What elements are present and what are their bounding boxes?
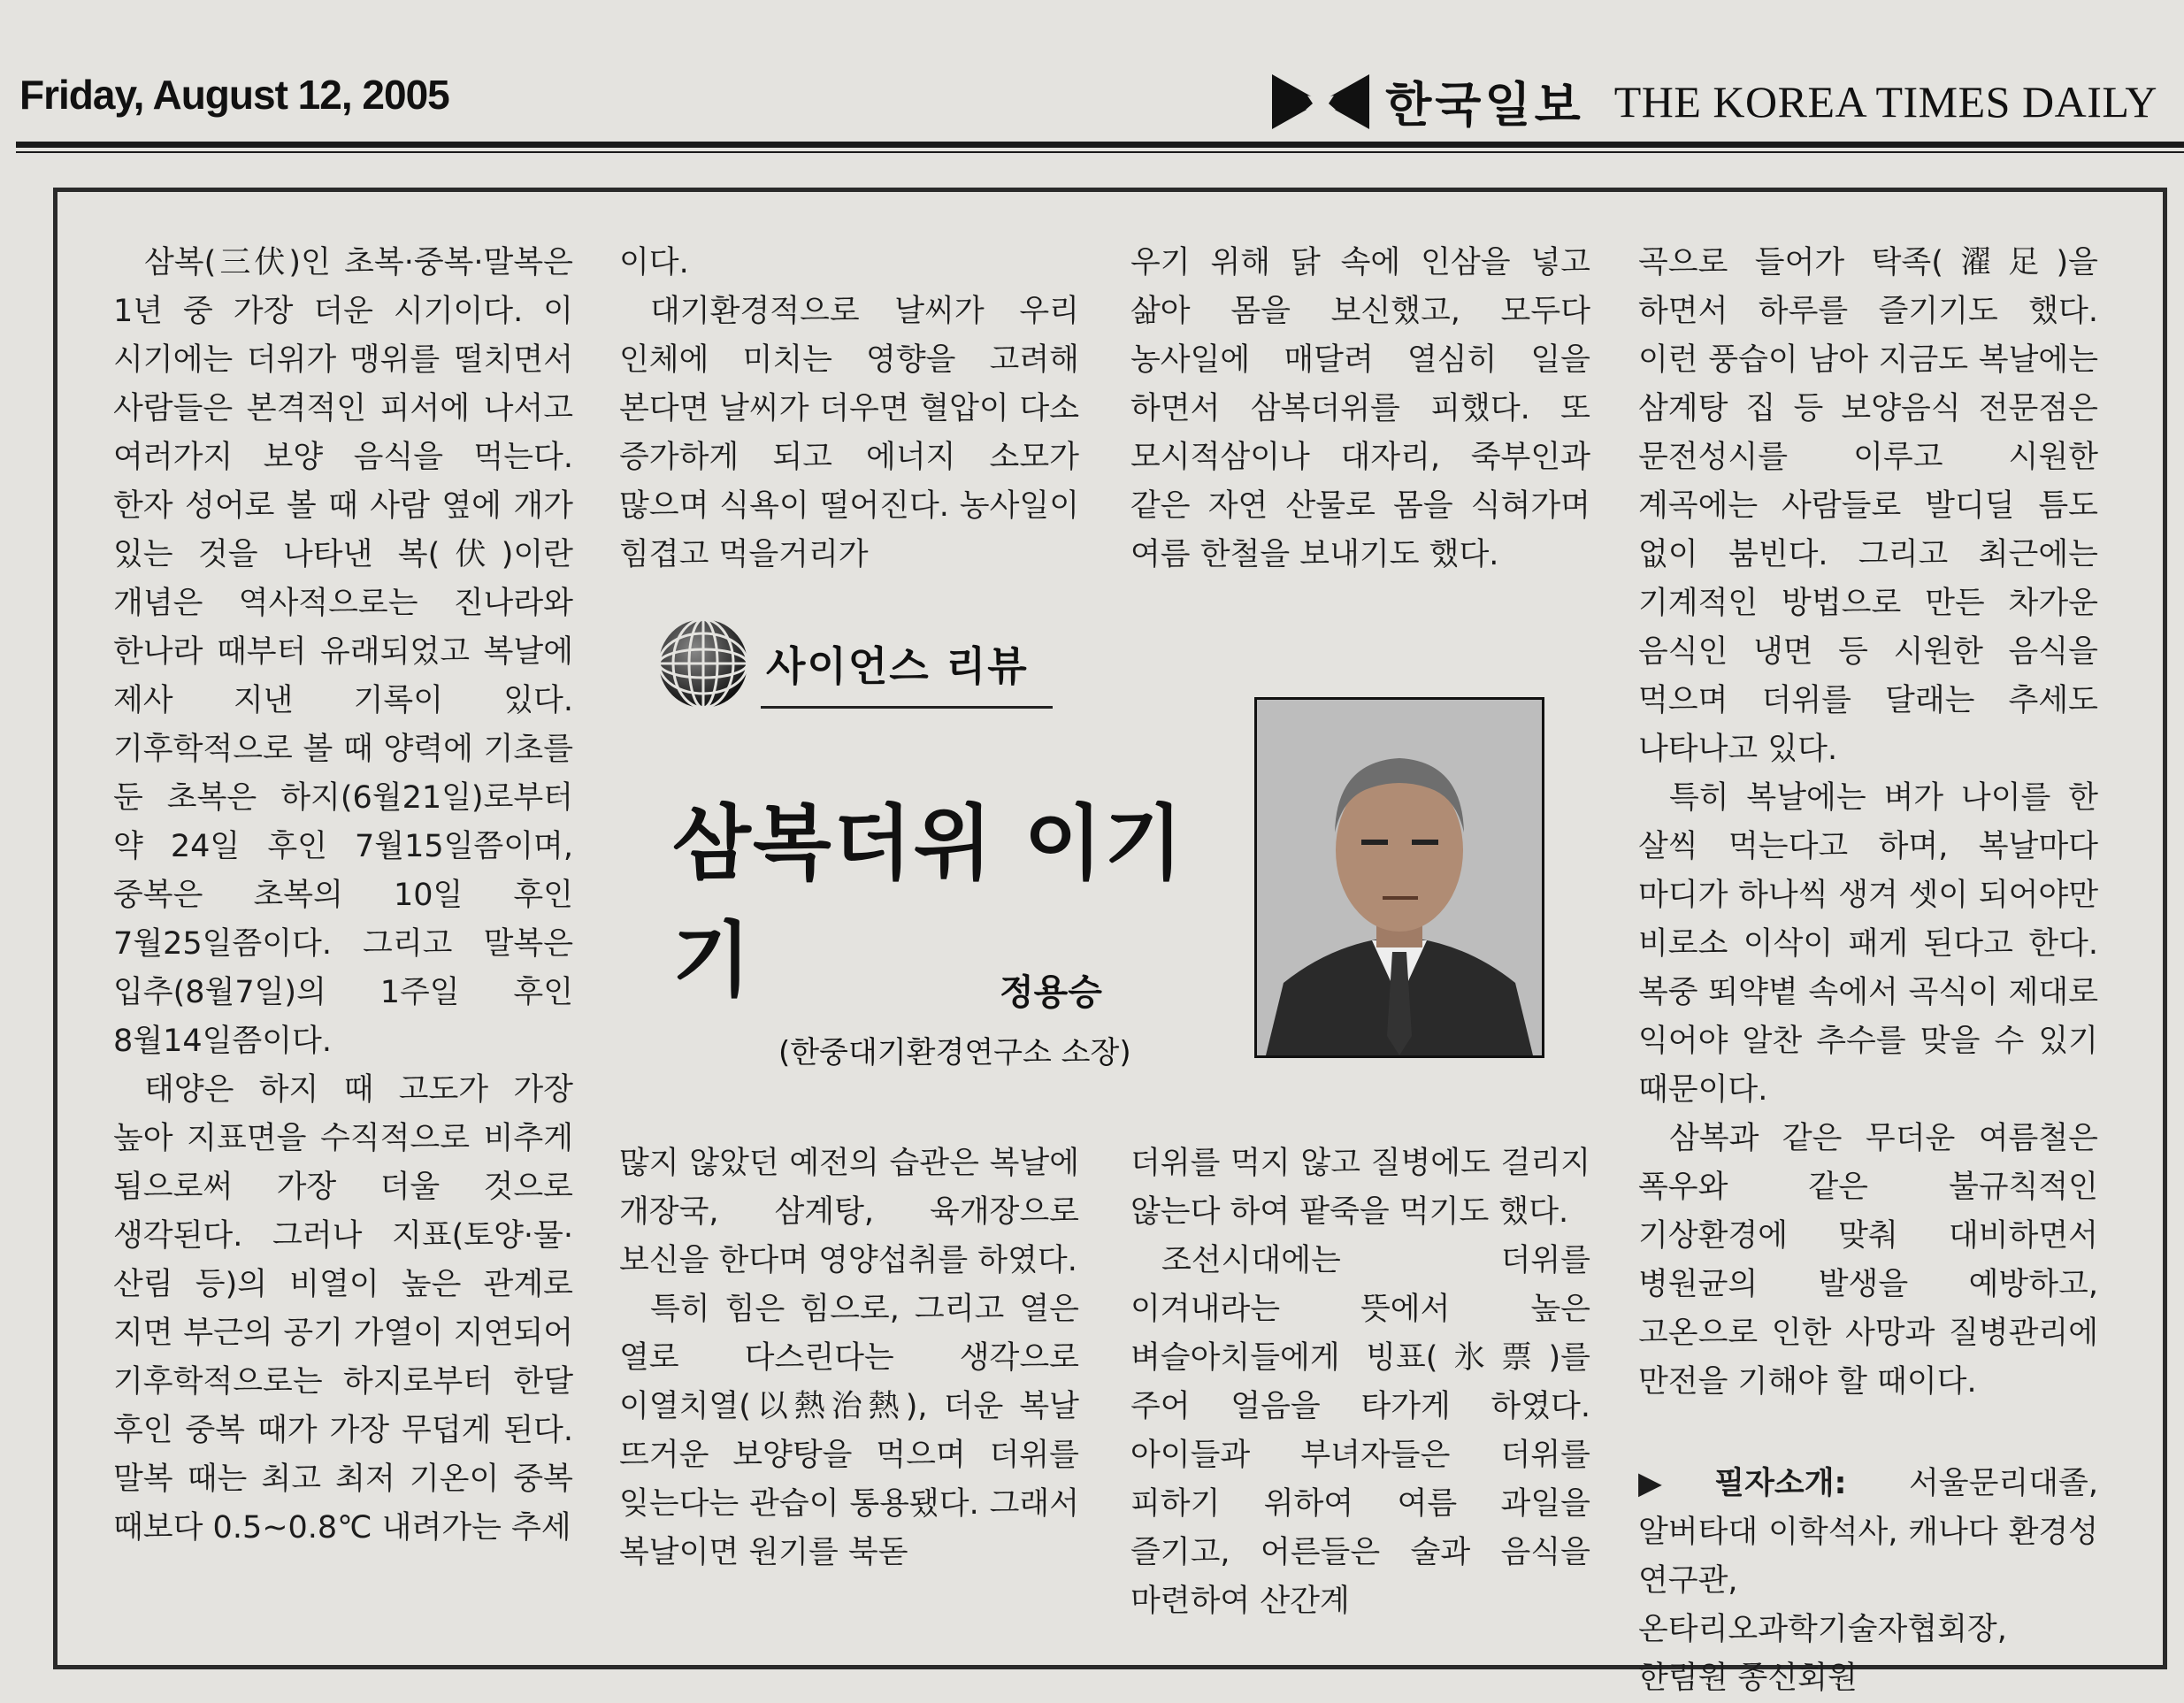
globe-icon: [655, 615, 752, 712]
section-label: 사이언스 리뷰: [766, 642, 1029, 690]
paragraph: 많지 않았던 예전의 습관은 복날에 개장국, 삼계탕, 육개장으로 보신을 한다며 영양섭취를 하였다.: [619, 1146, 1079, 1278]
paragraph: 우기 위해 닭 속에 인삼을 넣고 삶아 몸을 보신했고, 모두다 농사일에 매달려 열심히 일을 하면서 삼복더위를 피했다. 또 모시적삼이나 대자리, 죽부인과 같은 자연 산물로 몸을 식혀가며 여름 한철을 보내기도 했다.: [1130, 245, 1590, 572]
paragraph: 조선시대에는 더위를 이겨내라는 뜻에서 높은 벼슬아치들에게 빙표(氷票)를 주어 얼음을 타가게 하였다. 아이들과 부녀자들은 더위를 피하기 위하여 여름 과일을 즐기고, 어른들은 술과 음식을 마련하여 산간계: [1130, 1243, 1590, 1619]
header-rule: [16, 142, 2184, 148]
paragraph: 곡으로 들어가 탁족(濯足)을 하면서 하루를 즐기기도 했다. 이런 풍습이 남아 지금도 복날에는 삼계탕 집 등 보양음식 전문점은 문전성시를 이루고 시원한 계곡에는 사람들로 발디딜 틈도 없이 붐빈다. 그리고 최근에는 기계적인 방법으로 만든 차가운 음식인 냉면 등 시원한 음식을 먹으며 더위를 달래는 추세도 나타나고 있다.: [1638, 245, 2098, 767]
paragraph: 이다.: [619, 245, 689, 280]
author-portrait-image: [1257, 700, 1542, 1055]
newspaper-logo-icon: [1272, 74, 1369, 129]
paragraph: 삼복과 같은 무더운 여름철은 폭우와 같은 불규칙적인 기상환경에 맞춰 대비하면서 병원균의 발생을 예방하고, 고온으로 인한 사망과 질병관리에 만전을 기해야 할 때이다.: [1638, 1121, 2098, 1400]
paragraph: 특히 힘은 힘으로, 그리고 열은 열로 다스린다는 생각으로 이열치열(以熱治熱), 더운 복날 뜨거운 보양탕을 먹으며 더위를 잊는다는 관습이 통용됐다. 그래서 복날이면 원기를 북돋: [619, 1292, 1079, 1570]
section-logo: [655, 619, 1053, 708]
article-column-2-top: [619, 239, 1079, 579]
article-column-4: [1638, 239, 2098, 1703]
paragraph: 삼복(三伏)인 초복·중복·말복은 1년 중 가장 더운 시기이다. 이 시기에는 더위가 맹위를 떨치면서 사람들은 본격적인 피서에 나서고 여러가지 보양 음식을 먹는다. 한자 성어로 볼 때 사람 옆에 개가 있는 것을 나타낸 복(伏)이란 개념은 역사적으로는 진나라와 한나라 때부터 유래되었고 복날에 제사 지낸 기록이 있다. 기후학적으로 볼 때 양력에 기초를 둔 초복은 하지(6월21일)로부터 약 24일 후인 7월15일쯤이며, 중복은 초복의 10일 후인 7월25일쯤이다. 그리고 말복은 입추(8월7일)의 1주일 후인 8월14일쯤이다.: [113, 245, 573, 1059]
author-intro-label: ▶필자소개:: [1638, 1466, 1847, 1501]
paper-name-english: THE KOREA TIMES DAILY: [1613, 76, 2157, 127]
paragraph: 특히 복날에는 벼가 나이를 한 살씩 먹는다고 하며, 복날마다 마디가 하나씩 생겨 셋이 되어야만 비로소 이삭이 패게 된다고 한다. 복중 뙤약볕 속에서 곡식이 제대로 익어야 알찬 추수를 맞을 수 있기 때문이다.: [1638, 780, 2098, 1108]
masthead: [1272, 67, 2157, 135]
author-intro: [1638, 1460, 2098, 1703]
issue-date: Friday, August 12, 2005: [19, 72, 449, 118]
article-column-3-top: [1130, 239, 1590, 579]
article-column-2-bottom: [619, 1139, 1079, 1577]
paragraph: 더위를 먹지 않고 질병에도 걸리지 않는다 하여 팥죽을 먹기도 했다.: [1130, 1146, 1590, 1230]
author-photo: [1254, 697, 1544, 1058]
header-rule-thin: [16, 151, 2184, 153]
author-name: 정용승: [1000, 972, 1102, 1013]
paragraph: 태양은 하지 때 고도가 가장 높아 지표면을 수직적으로 비추게 됨으로써 가장 더울 것으로 생각된다. 그러나 지표(토양·물·산림 등)의 비열이 높은 관계로 지면 부근의 공기 가열이 지연되어 기후학적으로는 하지로부터 한달 후인 중복 때가 가장 무덥게 된다. 말복 때는 최고 최저 기온이 중복 때보다 0.5~0.8℃ 내려가는 추세: [113, 1072, 573, 1546]
author-intro-text: 서울문리대졸, 알버타대 이학석사, 캐나다 환경성 연구관, 온타리오과학기술자협회장, 한림원 종신회원: [1638, 1466, 2098, 1696]
paragraph: 대기환경적으로 날씨가 우리 인체에 미치는 영향을 고려해 본다면 날씨가 더우면 혈압이 다소 증가하게 되고 에너지 소모가 많으며 식욕이 떨어진다. 농사일이 힘겹고 먹을거리가: [619, 294, 1079, 572]
article-headline: 삼복더위 이기기: [672, 795, 1185, 1008]
paper-name-korean: 한국일보: [1385, 77, 1584, 133]
author-affiliation: (한중대기환경연구소 소장): [778, 1035, 1131, 1070]
article-column-3-bottom: [1130, 1139, 1590, 1626]
article-column-1: [113, 239, 573, 1553]
section-underline: [761, 706, 1053, 709]
